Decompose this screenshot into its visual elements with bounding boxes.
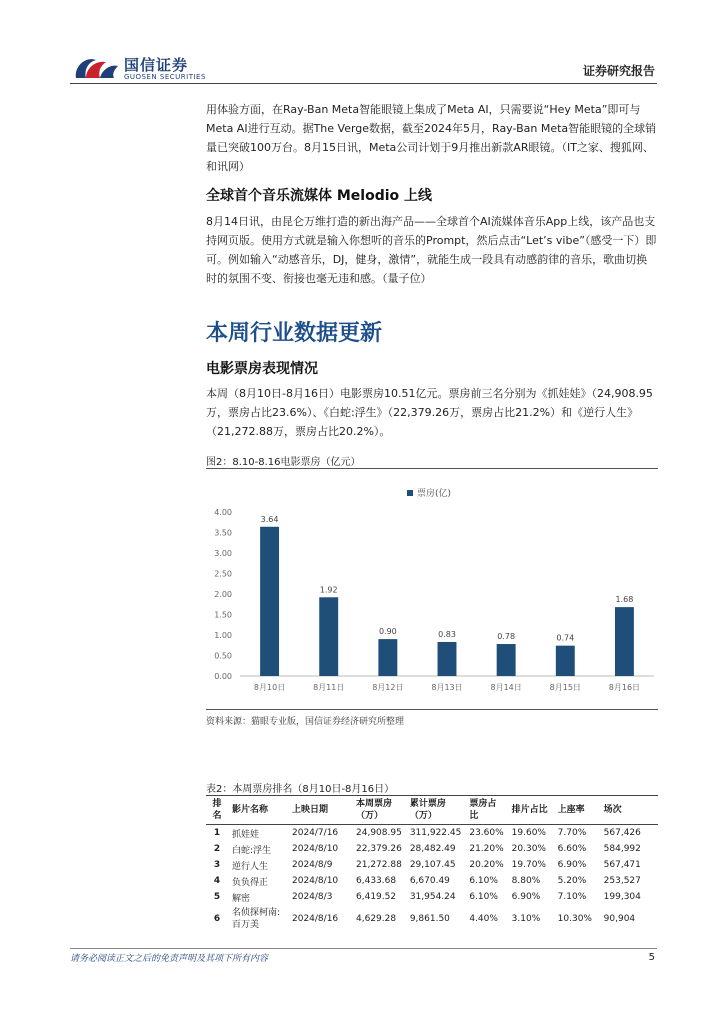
cell-title: 名侦探柯南:百万美 xyxy=(232,908,281,930)
cell-release-date: 2024/8/3 xyxy=(292,892,333,902)
col-rank: 排名 xyxy=(206,796,228,825)
bar xyxy=(615,607,634,676)
x-tick-label: 8月10日 xyxy=(253,683,286,692)
cell-box-share: 23.60% xyxy=(469,828,504,838)
bar-value-label: 0.83 xyxy=(438,629,456,639)
cell-screen-share: 19.70% xyxy=(511,860,546,870)
intro-paragraph: 用体验方面，在Ray-Ban Meta智能眼镜上集成了Meta AI，只需要说“Hey Meta”即可与Meta AI进行互动。据The Verge数据，截至2024年5月，Ray-Ban Meta智能眼镜的全球销量已突破100万台。8月15日讯，Meta公司计划于9月推出新款AR眼镜。（IT之家、搜狐网、和讯网） xyxy=(206,103,657,173)
page-header xyxy=(0,0,724,90)
cell-total-box-office: 311,922.45 xyxy=(409,828,462,838)
x-tick-label: 8月12日 xyxy=(372,683,404,692)
y-axis xyxy=(214,508,232,681)
cell-screen-share: 8.80% xyxy=(511,876,541,886)
y-tick-label: 3.00 xyxy=(214,549,232,558)
logo-text-en: GUOSEN SECURITIES xyxy=(124,73,206,81)
col-box-share: 票房占比 xyxy=(465,796,507,825)
cell-screen-share: 6.90% xyxy=(511,892,541,902)
cell-title: 逆行人生 xyxy=(232,861,269,872)
y-tick-label: 0.00 xyxy=(214,672,232,681)
x-tick-label: 8月13日 xyxy=(431,683,463,692)
guosen-logo-icon xyxy=(72,52,120,82)
box-office-ranking-table xyxy=(206,796,658,933)
cell-title: 白蛇:浮生 xyxy=(232,845,272,856)
cell-screen-share: 3.10% xyxy=(511,914,541,924)
y-tick-label: 3.50 xyxy=(214,528,232,538)
y-tick-label: 4.00 xyxy=(214,508,232,517)
cell-sessions: 90,904 xyxy=(603,914,636,924)
col-screen-share: 排片占比 xyxy=(508,796,554,825)
cell-box-share: 21.20% xyxy=(469,844,504,854)
box-office-bar-chart xyxy=(206,470,658,706)
section-music-title: 全球首个音乐流媒体 Melodio 上线 xyxy=(206,188,433,204)
table-row xyxy=(206,857,658,873)
cell-title: 抓娃娃 xyxy=(232,829,260,840)
bar-value-label: 0.74 xyxy=(556,633,575,643)
cell-occupancy: 7.70% xyxy=(557,828,587,838)
cell-occupancy: 6.60% xyxy=(557,844,587,854)
cell-occupancy: 6.90% xyxy=(557,860,587,870)
y-tick-label: 0.50 xyxy=(214,651,232,661)
bar xyxy=(556,646,575,676)
cell-sessions: 567,471 xyxy=(603,860,641,870)
cell-release-date: 2024/8/10 xyxy=(292,844,339,854)
cell-release-date: 2024/8/16 xyxy=(292,914,339,924)
bar-value-label: 0.78 xyxy=(497,632,516,642)
cell-total-box-office: 29,107.45 xyxy=(409,860,456,870)
page-number: 5 xyxy=(648,952,655,963)
bar xyxy=(378,639,397,676)
footer-disclaimer: 请务必阅读正文之后的免责声明及其项下所有内容 xyxy=(70,954,269,964)
bar xyxy=(260,527,279,676)
cell-sessions: 567,426 xyxy=(603,828,641,838)
header-divider xyxy=(70,83,657,84)
figure-bottom-divider xyxy=(206,709,658,710)
section-weekly-title: 本周行业数据更新 xyxy=(206,321,383,346)
cell-rank: 1 xyxy=(213,828,221,838)
cell-total-box-office: 6,670.49 xyxy=(409,876,450,886)
box-office-subtitle: 电影票房表现情况 xyxy=(206,361,318,377)
table-title: 表2：本周票房排名（8月10日-8月16日） xyxy=(206,784,395,795)
cell-total-box-office: 9,861.50 xyxy=(409,914,450,924)
bar xyxy=(497,644,516,676)
y-tick-label: 2.50 xyxy=(214,569,232,579)
cell-occupancy: 10.30% xyxy=(557,914,592,924)
bar-value-label: 1.92 xyxy=(319,585,338,595)
cell-box-share: 20.20% xyxy=(469,860,504,870)
figure-top-divider xyxy=(206,468,658,469)
bars-group xyxy=(260,515,634,676)
cell-weekly-box-office: 4,629.28 xyxy=(356,914,397,924)
cell-title: 负负得正 xyxy=(232,877,269,888)
bar xyxy=(438,642,457,676)
cell-release-date: 2024/7/16 xyxy=(292,828,339,838)
cell-weekly-box-office: 21,272.88 xyxy=(356,860,402,870)
cell-weekly-box-office: 6,433.68 xyxy=(356,876,397,886)
table-row xyxy=(206,825,658,842)
y-tick-label: 1.00 xyxy=(214,631,232,640)
col-total-box-office: 累计票房（万） xyxy=(406,796,466,825)
col-weekly-box-office: 本周票房（万） xyxy=(352,796,406,825)
table-header-row xyxy=(206,796,658,825)
report-type-label: 证券研究报告 xyxy=(582,64,655,78)
cell-sessions: 199,304 xyxy=(603,892,641,902)
cell-rank: 5 xyxy=(213,892,221,902)
legend-label: 票房(亿) xyxy=(417,489,452,499)
bar-value-label: 1.68 xyxy=(615,595,634,605)
cell-occupancy: 5.20% xyxy=(557,876,587,886)
y-tick-label: 1.50 xyxy=(214,610,232,620)
cell-screen-share: 20.30% xyxy=(511,844,546,854)
cell-box-share: 6.10% xyxy=(469,876,498,886)
x-axis xyxy=(254,683,640,692)
legend-swatch xyxy=(407,490,413,496)
bar-value-label: 3.64 xyxy=(260,514,279,524)
col-sessions: 场次 xyxy=(600,796,658,825)
col-occupancy: 上座率 xyxy=(554,796,600,825)
footer-divider xyxy=(70,948,657,949)
logo-text-cn: 国信证券 xyxy=(124,56,189,74)
cell-occupancy: 7.10% xyxy=(557,892,587,902)
col-title: 影片名称 xyxy=(228,796,288,825)
cell-release-date: 2024/8/10 xyxy=(292,876,339,886)
y-tick-label: 2.00 xyxy=(214,590,232,599)
x-tick-label: 8月16日 xyxy=(608,683,641,692)
cell-rank: 3 xyxy=(213,860,221,870)
table-row xyxy=(206,841,658,857)
cell-rank: 4 xyxy=(213,876,221,886)
figure-title: 图2：8.10-8.16电影票房（亿元） xyxy=(206,457,361,468)
bar-value-label: 0.90 xyxy=(378,627,397,637)
cell-title: 解密 xyxy=(232,893,251,904)
cell-sessions: 584,992 xyxy=(603,844,641,854)
cell-weekly-box-office: 24,908.95 xyxy=(356,828,402,838)
x-tick-label: 8月15日 xyxy=(549,683,581,692)
x-tick-label: 8月14日 xyxy=(490,683,522,692)
section-music-body: 8月14日讯，由昆仑万维打造的新出海产品——全球首个AI流媒体音乐App上线，该产品也支持网页版。使用方式就是输入你想听的音乐的Prompt，然后点击“Let’s vibe”（感受一下）即可。例如输入“动感音乐，DJ，健身，激情”，就能生成一段具有动感韵律的音乐，歌曲切换时的氛围不变、衔接也毫无违和感。（量子位） xyxy=(206,215,657,285)
box-office-paragraph: 本周（8月10日-8月16日）电影票房10.51亿元。票房前三名分别为《抓娃娃》（24,908.95万，票房占比23.6%）、《白蛇:浮生》（22,379.26万，票房占比21.2%）和《逆行人生》（21,272.88万，票房占比20.2%）。 xyxy=(206,387,653,438)
figure-source: 资料来源：猫眼专业版，国信证券经济研究所整理 xyxy=(206,717,405,727)
col-release-date: 上映日期 xyxy=(288,796,352,825)
bar xyxy=(319,597,338,676)
cell-total-box-office: 31,954.24 xyxy=(409,892,456,902)
cell-sessions: 253,527 xyxy=(603,876,641,886)
cell-box-share: 6.10% xyxy=(469,892,498,902)
cell-release-date: 2024/8/9 xyxy=(292,860,333,870)
table-row xyxy=(206,873,658,889)
x-tick-label: 8月11日 xyxy=(313,683,345,692)
cell-weekly-box-office: 22,379.26 xyxy=(356,844,402,854)
cell-weekly-box-office: 6,419.52 xyxy=(356,892,397,902)
cell-box-share: 4.40% xyxy=(469,914,498,924)
cell-total-box-office: 28,482.49 xyxy=(409,844,456,854)
cell-screen-share: 19.60% xyxy=(511,828,546,838)
cell-rank: 2 xyxy=(213,844,221,854)
cell-rank: 6 xyxy=(213,914,221,924)
table-row xyxy=(206,905,658,933)
table-row xyxy=(206,889,658,905)
